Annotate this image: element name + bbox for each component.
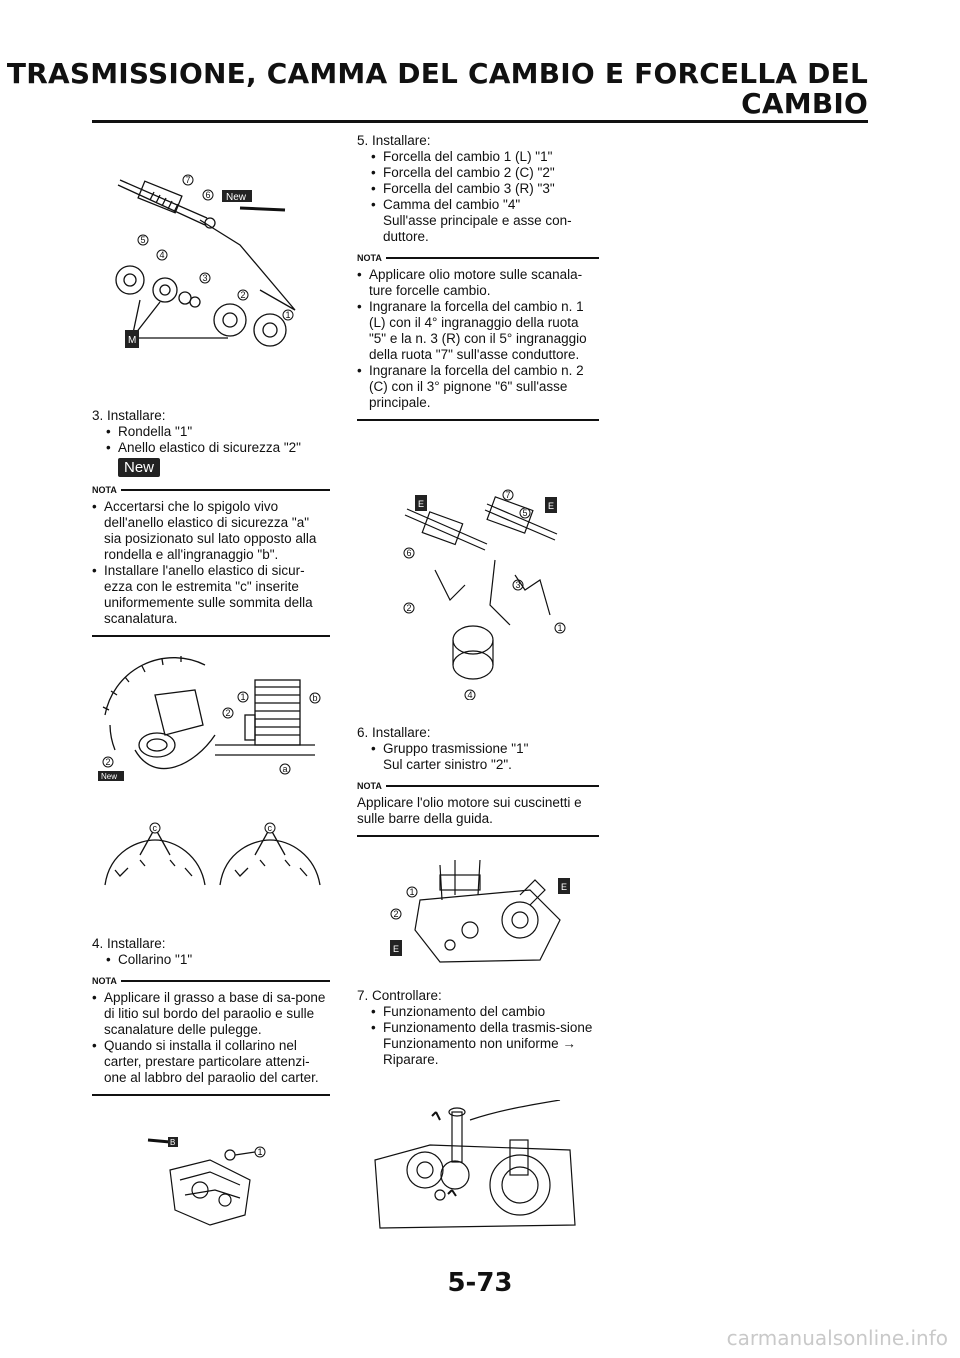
step5-item-1: • Forcella del cambio 1 (L) "1" bbox=[357, 149, 599, 165]
step5-nota-item-1: • Applicare olio motore sulle scanala-ture forcelle cambio. bbox=[357, 267, 599, 299]
new-tag: New bbox=[226, 192, 247, 203]
svg-text:E: E bbox=[548, 501, 555, 511]
figure-circlip-gear bbox=[95, 655, 325, 785]
svg-text:B: B bbox=[170, 1138, 176, 1147]
step3-title: 3. Installare: bbox=[92, 408, 166, 423]
step7-sub-1: Funzionamento non uniforme → bbox=[383, 1036, 576, 1051]
step6-nota bbox=[357, 781, 599, 837]
step3-nota-item-2: • Installare l'anello elastico di sicur-ezza con le estremita "c" inserite uniformemente sulle sommita della scanalatura. bbox=[92, 563, 330, 627]
step3-item-2: • Anello elastico di sicurezza "2" bbox=[92, 440, 330, 456]
new-badge: New bbox=[118, 458, 160, 477]
svg-text:New: New bbox=[101, 772, 118, 781]
step7-item-1: • Funzionamento del cambio bbox=[357, 1004, 599, 1020]
page-title-line1: TRASMISSIONE, CAMMA DEL CAMBIO E FORCELLA DEL bbox=[6, 57, 868, 90]
svg-text:3: 3 bbox=[202, 273, 208, 283]
watermark: carmanualsonline.info bbox=[726, 1326, 948, 1350]
svg-text:a: a bbox=[282, 764, 288, 774]
svg-text:b: b bbox=[312, 693, 318, 703]
figure-check-operation bbox=[370, 1100, 580, 1230]
step4-title: 4. Installare: bbox=[92, 936, 166, 951]
figure-shift-forks-cam bbox=[395, 475, 575, 700]
step7-sub-2: Riparare. bbox=[383, 1052, 439, 1067]
svg-text:E: E bbox=[561, 882, 568, 892]
svg-text:1: 1 bbox=[257, 1147, 263, 1157]
svg-text:6: 6 bbox=[205, 190, 211, 200]
step6-nota-text: Applicare l'olio motore sui cuscinetti e sulle barre della guida. bbox=[357, 795, 582, 826]
svg-text:5: 5 bbox=[522, 508, 528, 518]
figure-crankcase-collar bbox=[140, 1130, 280, 1230]
nota-label: NOTA bbox=[92, 485, 117, 495]
svg-text:E: E bbox=[418, 499, 425, 509]
step3-nota bbox=[92, 485, 330, 637]
svg-text:1: 1 bbox=[557, 623, 563, 633]
step4-nota-item-2: • Quando si installa il collarino nel carter, prestare particolare attenzi-one al labbro del paraolio del carter. bbox=[92, 1038, 330, 1086]
nota-label: NOTA bbox=[92, 976, 117, 986]
svg-text:c: c bbox=[267, 823, 272, 833]
step5-nota bbox=[357, 253, 599, 421]
svg-text:2: 2 bbox=[406, 603, 412, 613]
right-column-step6 bbox=[357, 725, 599, 837]
step5-item-4: • Camma del cambio "4" bbox=[357, 197, 599, 213]
step5-nota-item-2: • Ingranare la forcella del cambio n. 1 (L) con il 4° ingranaggio della ruota "5" e la n. 3 (R) con il 5° ingranaggio della ruota "7" sull'asse conduttore. bbox=[357, 299, 599, 363]
svg-text:4: 4 bbox=[467, 690, 473, 700]
step5-title: 5. Installare: bbox=[357, 133, 431, 148]
svg-text:4: 4 bbox=[159, 250, 165, 260]
svg-text:1: 1 bbox=[240, 692, 246, 702]
step7-title: 7. Controllare: bbox=[357, 988, 442, 1003]
svg-text:2: 2 bbox=[393, 909, 399, 919]
svg-text:2: 2 bbox=[225, 708, 231, 718]
step7-item-2: • Funzionamento della trasmis-sione bbox=[357, 1020, 599, 1036]
nota-label: NOTA bbox=[357, 253, 382, 263]
step6-item-1: • Gruppo trasmissione "1" bbox=[357, 741, 599, 757]
svg-text:1: 1 bbox=[285, 310, 291, 320]
step6-sub: Sul carter sinistro "2". bbox=[383, 757, 512, 772]
step6-title: 6. Installare: bbox=[357, 725, 431, 740]
svg-text:E: E bbox=[393, 944, 400, 954]
step5-sub: Sull'asse principale e asse con-duttore. bbox=[383, 213, 572, 244]
right-column-step5 bbox=[357, 133, 599, 421]
header-rule bbox=[92, 120, 868, 123]
figure-shaft-washer-circlip bbox=[110, 160, 310, 360]
svg-text:1: 1 bbox=[409, 887, 415, 897]
step5-item-3: • Forcella del cambio 3 (R) "3" bbox=[357, 181, 599, 197]
page-number: 5-73 bbox=[447, 1268, 513, 1298]
left-column-step3 bbox=[92, 408, 330, 637]
step5-item-2: • Forcella del cambio 2 (C) "2" bbox=[357, 165, 599, 181]
figure-circlip-ends bbox=[100, 820, 330, 895]
figure-transmission-crankcase bbox=[380, 850, 580, 965]
step3-nota-item-1: • Accertarsi che lo spigolo vivo dell'anello elastico di sicurezza "a" sia posizionato sul lato opposto alla rondella e all'ingranaggio "b". bbox=[92, 499, 330, 563]
svg-text:7: 7 bbox=[185, 175, 191, 185]
svg-text:2: 2 bbox=[240, 290, 246, 300]
step4-nota bbox=[92, 976, 330, 1096]
step4-nota-item-1: • Applicare il grasso a base di sa-pone di litio sul bordo del paraolio e sulle scanalature delle pulegge. bbox=[92, 990, 330, 1038]
nota-label: NOTA bbox=[357, 781, 382, 791]
svg-text:6: 6 bbox=[406, 548, 412, 558]
svg-text:c: c bbox=[152, 823, 157, 833]
step4-item-1: • Collarino "1" bbox=[92, 952, 330, 968]
svg-text:5: 5 bbox=[140, 235, 146, 245]
page-title-line2: CAMBIO bbox=[741, 87, 868, 120]
step3-item-1: • Rondella "1" bbox=[92, 424, 330, 440]
right-column-step7 bbox=[357, 988, 599, 1068]
left-column-step4 bbox=[92, 936, 330, 1096]
svg-text:7: 7 bbox=[505, 490, 511, 500]
svg-text:M: M bbox=[128, 335, 137, 346]
svg-text:2: 2 bbox=[105, 757, 111, 767]
step5-nota-item-3: • Ingranare la forcella del cambio n. 2 (C) con il 3° pignone "6" sull'asse principale. bbox=[357, 363, 599, 411]
svg-text:3: 3 bbox=[515, 580, 521, 590]
